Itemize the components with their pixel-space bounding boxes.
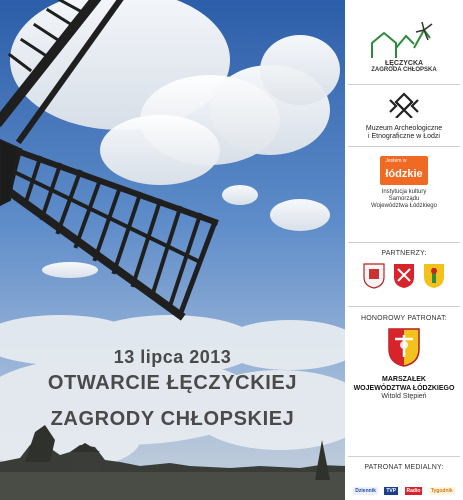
event-title-line1: OTWARCIE ŁĘCZYCKIEJ [47, 372, 298, 394]
divider [348, 242, 460, 243]
lodzkie-logo [345, 156, 463, 210]
zagroda-logo-line2: ZAGRODA CHŁOPSKA [371, 67, 437, 73]
museum-logo [345, 92, 463, 141]
partner-crest-icon [423, 263, 445, 289]
museum-name-line2: i Etnograficzne w Łodzi [368, 133, 440, 140]
museum-name-line1: Muzeum Archeologiczne [365, 125, 443, 132]
media-logo-tvp: TVP [386, 488, 397, 494]
media-label: PATRONAT MEDIALNY: [364, 464, 444, 471]
museum-emblem-icon [387, 92, 421, 118]
lodzkie-small-text: Jestem w [385, 158, 407, 164]
partner-crest-icon [363, 263, 385, 289]
partner-crests [345, 263, 463, 289]
voivodeship-crest-icon [387, 327, 421, 367]
sponsor-sidebar [345, 0, 463, 500]
patronage-label: HONOROWY PATRONAT: [361, 315, 447, 322]
marshal-line1: MARSZAŁEK [382, 376, 426, 383]
lodzkie-brand-text: łódzkie [385, 168, 423, 180]
partners-label: PARTNERZY: [381, 250, 427, 257]
media-section [345, 464, 463, 497]
media-logo-radio: Radio [406, 488, 421, 494]
partners-section [345, 250, 463, 289]
divider [348, 84, 460, 85]
zagroda-logo [345, 18, 463, 74]
event-date: 13 lipca 2013 [113, 347, 232, 367]
divider [348, 146, 460, 147]
zagroda-logo-line1: ŁĘCZYCKA [384, 60, 424, 67]
partner-crest-icon [393, 263, 415, 289]
lodzkie-brand-badge [380, 156, 427, 185]
lodzkie-caption-line2: Samorządu [388, 196, 420, 202]
divider [348, 306, 460, 307]
lodzkie-caption-line1: Instytucja kultury [381, 189, 427, 195]
media-logos [345, 479, 463, 497]
event-title-line2: ZAGRODY CHŁOPSKIEJ [50, 408, 295, 430]
windmill-logo-icon [364, 18, 444, 63]
lodzkie-caption-line3: Województwa Łódzkiego [371, 203, 437, 209]
media-logo-tygodnik: Tygodnik [430, 488, 453, 494]
marshal-name: Witold Stępień [381, 393, 427, 400]
divider [348, 456, 460, 457]
media-logo-dziennik: Dziennik [355, 488, 376, 494]
marshal-line2: WOJEWÓDZTWA ŁÓDZKIEGO [353, 385, 455, 392]
patronage-section [345, 315, 463, 400]
